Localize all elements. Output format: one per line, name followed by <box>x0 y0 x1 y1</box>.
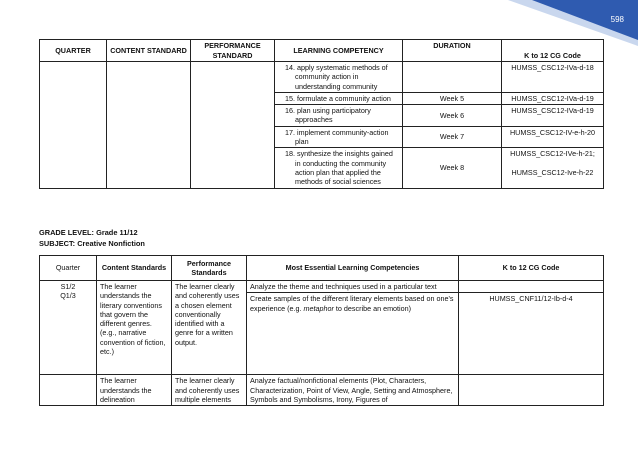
table-header-row <box>40 256 604 281</box>
competency-cell: 14. apply systematic methods of community action in understanding community <box>275 62 403 93</box>
curriculum-table-creative-nonfiction <box>39 255 604 406</box>
quarter-line: Q1/3 <box>60 291 76 301</box>
table-row <box>40 375 604 406</box>
competency-cell <box>247 293 459 375</box>
quarter-cell <box>40 281 97 375</box>
competency-cell: 15. formulate a community action <box>275 92 403 104</box>
page-number: 598 <box>610 15 624 24</box>
competency-cell: 16. plan using participatory approaches <box>275 105 403 127</box>
col-header-cg-code: K to 12 CG Code <box>502 40 604 62</box>
performance-standard-cell: The learner clearly and coherently uses multiple elements <box>172 375 247 406</box>
duration-cell: Week 8 <box>403 148 502 188</box>
col-header-duration: DURATION <box>403 40 502 62</box>
cg-code-cell: HUMSS_CSC12-IVa-d-19 <box>502 105 604 127</box>
col-header-performance-standards: Performance Standards <box>172 256 247 281</box>
competency-cell: Analyze factual/nonfictional elements (Plot, Characters, Characterization, Point of View, Angle, Setting and Atmosphere, Symbols and Symbolisms, Irony, Figures of <box>247 375 459 406</box>
duration-cell: Week 7 <box>403 126 502 148</box>
cg-code-line: HUMSS_CSC12-Ive-h-22 <box>511 167 594 177</box>
cg-code-cell: HUMSS_CNF11/12-Ib-d-4 <box>459 293 604 375</box>
cg-code-cell <box>459 375 604 406</box>
col-header-cg-code: K to 12 CG Code <box>459 256 604 281</box>
empty-cell <box>40 62 107 189</box>
cg-code-cell <box>459 281 604 293</box>
competency-text: Create samples of the different literary elements based on one’s experience (e.g. <box>250 294 454 313</box>
col-header-content-standard: CONTENT STANDARD <box>107 40 191 62</box>
performance-standard-cell: The learner clearly and coherently uses a chosen element conventionally identified with a genre for a written output. <box>172 281 247 375</box>
col-header-melc: Most Essential Learning Competencies <box>247 256 459 281</box>
empty-cell <box>107 62 191 189</box>
competency-cell: 18. synthesize the insights gained in conducting the community action plan that applied the methods of social sciences <box>275 148 403 188</box>
grade-level: GRADE LEVEL: Grade 11/12 <box>39 228 138 237</box>
empty-cell <box>191 62 275 189</box>
content-standard-cell: The learner understands the delineation <box>97 375 172 406</box>
col-header-performance-standard: PERFORMANCE STANDARD <box>191 40 275 62</box>
duration-cell: Week 6 <box>403 105 502 127</box>
col-header-quarter: Quarter <box>40 256 97 281</box>
cg-code-cell: HUMSS_CSC12-IV-e-h-20 <box>502 126 604 148</box>
content-standard-cell: The learner understands the literary conventions that govern the different genres. (e.g., narrative convention of fiction, etc.) <box>97 281 172 375</box>
col-header-learning-competency: LEARNING COMPETENCY <box>275 40 403 62</box>
quarter-line: S1/2 <box>60 282 76 291</box>
table-header-row <box>40 40 604 62</box>
duration-cell: Week 5 <box>403 92 502 104</box>
empty-cell <box>40 375 97 406</box>
competency-emphasis: metaphor <box>303 303 334 313</box>
table-row <box>40 62 604 93</box>
cg-code-line: HUMSS_CSC12-IVe-h-21; <box>510 149 595 159</box>
competency-text: to describe an emotion) <box>333 303 412 313</box>
col-header-content-standards: Content Standards <box>97 256 172 281</box>
curriculum-table-top <box>39 39 604 189</box>
subject-label: SUBJECT: Creative Nonfiction <box>39 239 145 248</box>
table-row <box>40 281 604 293</box>
cg-code-cell: HUMSS_CSC12-IVa-d-18 <box>502 62 604 93</box>
cg-code-cell: HUMSS_CSC12-IVa-d-19 <box>502 92 604 104</box>
competency-cell: 17. implement community-action plan <box>275 126 403 148</box>
cg-code-cell <box>502 148 604 188</box>
duration-cell <box>403 62 502 93</box>
competency-cell: Analyze the theme and techniques used in a particular text <box>247 281 459 293</box>
col-header-quarter: QUARTER <box>40 40 107 62</box>
